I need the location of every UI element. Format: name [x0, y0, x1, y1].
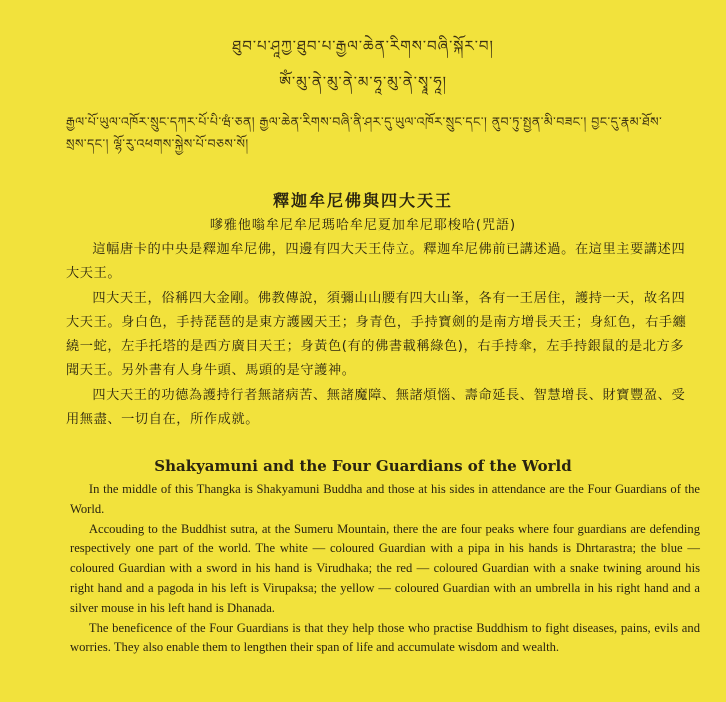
tibetan-title: ཐུབ་པ་ཤཱཀྱ་ཐུབ་པ་རྒྱལ་ཆེན་རིགས་བཞི་སྐོར་བ། [232, 37, 494, 55]
tibetan-text-line-1: རྒྱལ་པོ་ཡུལ་འཁོར་སྲུང་དཀར་པོ་པི་ཝཾ་ཅན། རྒྱལ་ཆེན་རིགས་བཞི་ནི་ཤར་དུ་ཡུལ་འཁོར་སྲུང་དང་། ནུབ་ཏུ་སྤྱན་མི་བཟང་། བྱང་དུ་རྣམ་ཐོས་ [66, 114, 663, 129]
chinese-body [66, 238, 696, 432]
chinese-title: 釋迦牟尼佛與四大天王 [272, 191, 453, 210]
english-body [70, 480, 700, 658]
chinese-paragraph: 這幅唐卡的中央是釋迦牟尼佛，四邊有四大天王侍立。釋迦牟尼佛前已講述過。在這里主要講述四大天王。 [66, 242, 686, 282]
english-title: Shakyamuni and the Four Guardians of the World [154, 457, 572, 475]
english-paragraph: The beneficence of the Four Guardians is that they help those who practise Buddhism to fight diseases, pains, evils and worries. They also enable them to lengthen their span of life and accumulate wisdom and wealth. [70, 620, 700, 655]
english-paragraph: Accouding to the Buddhist sutra, at the Sumeru Mountain, there the are four peaks where four guardians are defending respectively one part of the world. The white — coloured Guardian with a pipa in his hands is Dhrtarastra; the blue — coloured Guardian with a sword in his hand is Virudhaka; the red — coloured Guardian with a snake twining around his right hand and a pagoda in his left is Virupaksa; the yellow — coloured Guardian with an umbrella in his right hand and a silver mouse in his left hand is Dhanada. [70, 521, 700, 615]
chinese-mantra-subtitle: 嗲雅他嗡牟尼牟尼瑪哈牟尼夏加牟尼耶梭哈(咒語) [209, 218, 517, 233]
english-paragraph: In the middle of this Thangka is Shakyamuni Buddha and those at his sides in attendance are the Four Guardians of the World. [70, 482, 700, 516]
tibetan-text-line-2: སྲས་དང་། ལྷོ་རུ་འཕགས་སྐྱེས་པོ་བཅས་སོ། [66, 136, 249, 151]
chinese-paragraph: 四大天王的功德為護持行者無諸病苦、無諸魔障、無諸煩惱、壽命延長、智慧增長、財寶豐盈、受用無盡、一切自在，所作成就。 [66, 387, 686, 428]
tibetan-mantra: ཨོཾ་མུ་ནེ་མུ་ནེ་མ་ཧཱ་མུ་ནེ་སྭཱ་ཧཱ། [279, 73, 447, 91]
chinese-paragraph: 四大天王，俗稱四大金剛。佛教傳說，須彌山山腰有四大山峯，各有一王居住，護持一天，故名四大天王。身白色，手持琵琶的是東方護國天王；身青色，手持寶劍的是南方增長天王；身紅色，右手纏繞一蛇，左手托塔的是西方廣目天王；身黃色(有的佛書載稱綠色)，右手持傘，左手持銀鼠的是北方多聞天王。另外書有人身牛頭、馬頭的是守護神。 [66, 290, 687, 379]
